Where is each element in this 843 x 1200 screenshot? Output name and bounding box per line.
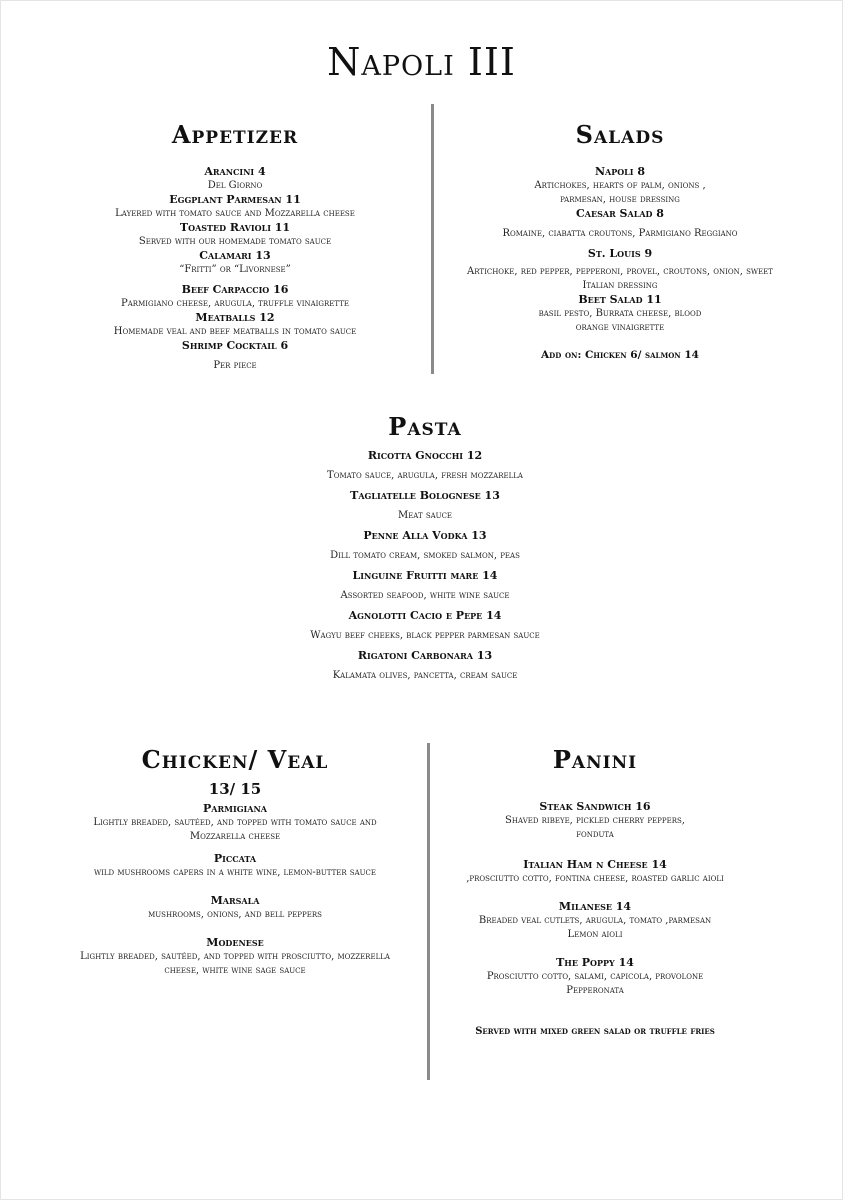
menu-item-desc: cheese, white wine sage sauce (164, 965, 306, 976)
menu-item-name: Linguine Fruitti mare 14 (352, 569, 498, 582)
menu-item-name: Marsala (210, 894, 260, 907)
salad-addon-note: Add on: Chicken 6/ salmon 14 (541, 349, 699, 361)
menu-item-desc: Parmigiano cheese, arugula, truffle vinaigrette (121, 298, 349, 309)
pasta-section (200, 412, 650, 683)
menu-item-name: Tagliatelle Bolognese 13 (350, 489, 500, 502)
menu-item-name: Parmigiana (202, 802, 268, 815)
menu-item-name: Eggplant Parmesan 11 (169, 193, 301, 206)
panini-side-note: Served with mixed green salad or truffle fries (475, 1026, 715, 1037)
menu-item-desc: Wagyu beef cheeks, black pepper parmesan sauce (310, 630, 540, 641)
menu-item-desc: Italian dressing (582, 280, 658, 291)
menu-item-name: Italian Ham n Cheese 14 (523, 858, 667, 871)
menu-item-desc: basil pesto, Burrata cheese, blood (538, 308, 702, 319)
panini-title: Panini (552, 745, 638, 774)
menu-item-desc: Breaded veal cutlets, arugula, tomato ,parmesan (478, 915, 712, 926)
menu-item-name: Agnolotti Cacio e Pepe 14 (348, 609, 502, 622)
menu-item-name: Arancini 4 (204, 165, 266, 178)
menu-item-desc: “Fritti” or “Livornese” (179, 264, 291, 275)
menu-item-desc: Per piece (213, 360, 257, 371)
menu-item-desc: Lightly breaded, sautéed, and topped with tomato sauce and (93, 817, 377, 828)
menu-item-name: Beef Carpaccio 16 (181, 283, 289, 296)
menu-item-desc: Lemon aioli (567, 929, 623, 940)
menu-item-name: Toasted Ravioli 11 (179, 221, 291, 234)
menu-item-desc: Served with our homemade tomato sauce (138, 236, 332, 247)
menu-item-name: Beet Salad 11 (578, 293, 662, 306)
menu-item-desc: ,prosciutto cotto, fontina cheese, roasted garlic aioli (466, 873, 724, 884)
menu-item-name: The Poppy 14 (556, 956, 634, 969)
restaurant-title: Napoli III (327, 40, 516, 84)
appetizer-section (60, 120, 410, 373)
menu-item-name: Shrimp Cocktail 6 (181, 339, 289, 352)
menu-item-desc: Prosciutto cotto, salami, capicola, provolone (486, 971, 704, 982)
chicken-veal-price: 13/ 15 (208, 780, 262, 798)
salads-title: Salads (575, 120, 665, 149)
menu-item-desc: Layered with tomato sauce and Mozzarella cheese (115, 208, 355, 219)
menu-item-desc: Pepperonata (566, 985, 624, 996)
menu-item-desc: Tomato sauce, arugula, fresh mozzarella (327, 470, 523, 481)
menu-item-desc: Romaine, ciabatta croutons, Parmigiano Reggiano (502, 228, 738, 239)
menu-item-desc: mushrooms, onions, and bell peppers (148, 909, 322, 920)
menu-item-name: St. Louis 9 (587, 247, 653, 260)
menu-item-desc: Del Giorno (207, 180, 263, 191)
menu-item-name: Napoli 8 (594, 165, 646, 178)
appetizer-title: Appetizer (171, 120, 299, 149)
menu-item-desc: wild mushrooms capers in a white wine, lemon-butter sauce (93, 867, 377, 878)
menu-item-desc: Meat sauce (397, 510, 453, 521)
menu-item-name: Piccata (213, 852, 257, 865)
menu-item-name: Penne Alla Vodka 13 (363, 529, 487, 542)
menu-item-desc: Assorted seafood, white wine sauce (340, 590, 510, 601)
column-divider (431, 104, 434, 374)
menu-item-name: Meatballs 12 (195, 311, 275, 324)
menu-item-desc: Artichokes, hearts of palm, onions , (534, 180, 706, 191)
menu-item-name: Ricotta Gnocchi 12 (367, 449, 483, 462)
salads-section (435, 120, 805, 361)
menu-item-name: Milanese 14 (558, 900, 632, 913)
menu-item-name: Modenese (206, 936, 264, 949)
menu-item-desc: Homemade veal and beef meatballs in tomato sauce (113, 326, 357, 337)
menu-item-desc: Artichoke, red pepper, pepperoni, provel, croutons, onion, sweet (467, 266, 773, 277)
chicken-veal-section (40, 745, 430, 978)
panini-section (440, 745, 750, 1037)
menu-item-desc: parmesan, house dressing (560, 194, 680, 205)
menu-item-name: Caesar Salad 8 (576, 207, 664, 220)
column-divider (427, 743, 430, 1080)
menu-item-name: Steak Sandwich 16 (539, 800, 651, 813)
menu-item-desc: Mozzarella cheese (189, 831, 281, 842)
menu-item-desc: Dill tomato cream, smoked salmon, peas (330, 550, 520, 561)
menu-item-desc: fonduta (576, 829, 614, 840)
menu-item-desc: orange vinaigrette (575, 322, 665, 333)
menu-item-name: Rigatoni Carbonara 13 (357, 649, 493, 662)
menu-item-desc: Lightly breaded, sautéed, and topped with prosciutto, mozzerella (80, 951, 390, 962)
menu-item-desc: Kalamata olives, pancetta, cream sauce (332, 670, 518, 681)
pasta-title: Pasta (388, 412, 462, 441)
chicken-veal-title: Chicken/ Veal (141, 745, 329, 774)
menu-item-desc: Shaved ribeye, pickled cherry peppers, (505, 815, 685, 826)
menu-item-name: Calamari 13 (199, 249, 271, 262)
